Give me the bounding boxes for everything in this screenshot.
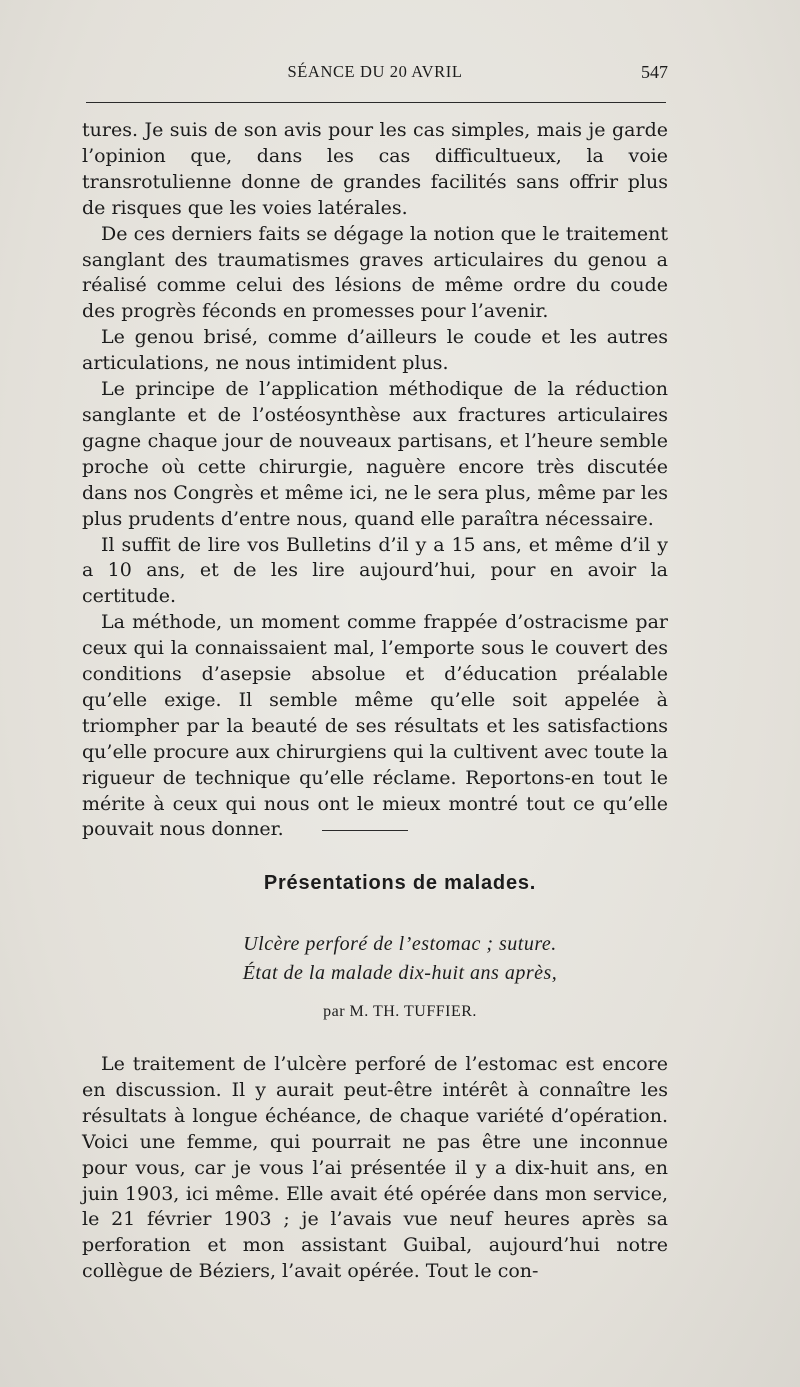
- paragraph: Il suffit de lire vos Bulletins d’il y a 15 ans, et même d’il y a 10 ans, et de les lire aujourd’hui, pour en avoir la certitude.: [82, 533, 668, 608]
- paragraph: La méthode, un moment comme frappée d’ostracisme par ceux qui la connaissaient mal, l’emporte sous le couvert des conditions d’asepsie absolue et d’éducation préalable qu’elle exige. Il semble même qu’elle soit appelée à triompher par la beauté de ses résultats et les satisfactions qu’elle procure aux chirurgiens qui la cultivent avec toute la rigueur de technique qu’elle réclame. Reportons-en tout le mérite à ceux qui nous ont le mieux montré tout ce qu’elle pouvait nous donner.: [82, 611, 668, 841]
- author-byline: par M. TH. TUFFIER.: [323, 1003, 477, 1020]
- paragraph: Le genou brisé, comme d’ailleurs le coude et les autres articulations, ne nous intimident plus.: [82, 326, 668, 375]
- header-rule: [86, 102, 666, 103]
- page-header: [82, 62, 668, 86]
- lower-text-block: [82, 1052, 668, 1285]
- upper-text-block: [82, 118, 668, 843]
- article-title-line-1: Ulcère perforé de l’estomac ; suture.: [243, 933, 557, 955]
- running-head: SÉANCE DU 20 AVRIL: [287, 62, 463, 81]
- paragraph: Le traitement de l’ulcère perforé de l’estomac est encore en discussion. Il y aurait peut-être intérêt à connaître les résultats à longue échéance, de chaque variété d’opération. Voici une femme, qui pourrait ne pas être une inconnue pour vous, car je vous l’ai présentée il y a dix-huit ans, en juin 1903, ici même. Elle avait été opérée dans mon service, le 21 février 1903 ; je l’avais vue neuf heures après sa perforation et mon assistant Guibal, aujourd’hui notre collègue de Béziers, l’avait opérée. Tout le con-: [82, 1053, 668, 1283]
- article-title-line-2: État de la malade dix-huit ans après,: [242, 962, 558, 984]
- paragraph-continuation: tures. Je suis de son avis pour les cas simples, mais je garde l’opinion que, dans les cas difficultueux, la voie transrotulienne donne de grandes facilités sans offrir plus de risques que les voies latérales.: [82, 119, 668, 219]
- section-title: Présentations de malades.: [263, 872, 537, 894]
- paragraph: Le principe de l’application méthodique de la réduction sanglante et de l’ostéosynthèse aux fractures articulaires gagne chaque jour de nouveaux partisans, et l’heure semble proche où cette chirurgie, naguère encore très discutée dans nos Congrès et même ici, ne le sera plus, même par les plus prudents d’entre nous, quand elle paraîtra nécessaire.: [82, 378, 668, 530]
- paragraph: De ces derniers faits se dégage la notion que le traitement sanglant des traumatismes graves articulaires du genou a réalisé comme celui des lésions de même ordre du coude des progrès féconds en promesses pour l’avenir.: [82, 222, 668, 323]
- section-separator: [322, 830, 408, 831]
- page-number: 547: [641, 62, 668, 82]
- article-title: [0, 930, 800, 988]
